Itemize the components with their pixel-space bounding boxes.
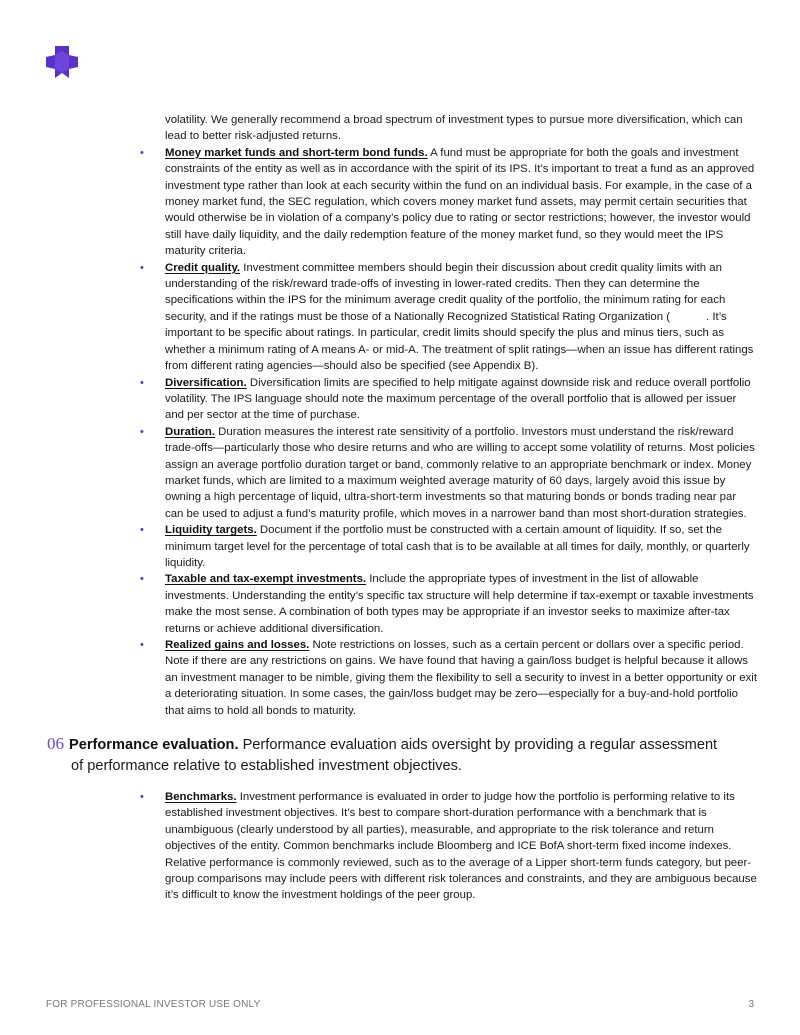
bullet-icon: • [140, 146, 144, 159]
section-intro: Performance evaluation aids oversight by providing a regular assessment [238, 737, 718, 754]
bullet-icon: • [140, 639, 144, 651]
bullet-icon: • [140, 524, 144, 537]
bullet-icon: • [140, 261, 144, 274]
continuation-paragraph: volatility. We generally recommend a broad spectrum of investment types to pursue more diversification, which can lead to better risk-adjusted returns. [165, 114, 743, 143]
section-intro-continued: of performance relative to established investment objectives. [71, 758, 462, 775]
bullet-text: A fund must be appropriate for both the goals and investment constraints of the entity as well as in accordance with the spirit of its IPS. It’s important to treat a fund as an approved investment type rather than look at each security within the fund on an individual basis. For example, in the case of a money market fund, the SEC regulation, which covers money market fund assets, may permit certain securities that would otherwise be in violation of a company’s policy due to rating or sector restrictions; however, the investor would still have daily liquidity, and the daily redemption feature of the money market fund, so they would meet the IPS maturity criteria. [165, 146, 755, 258]
bullet-icon: • [140, 573, 144, 586]
bullet-term: Credit quality. [165, 261, 241, 274]
bullet-text: Investment performance is evaluated in order to judge how the portfolio is performing relative to its established investment objectives. It’s best to compare short-duration performance with a benchmark that is unambiguous (clearly understood by all parties), measurable, and appropriate to the risk tolerance and return objectives of the entity. Common benchmarks include Bloomberg and ICE BofA short-term fixed income indexes. Relative performance is commonly reviewed, such as to the average of a Lipper short-term funds category, but peer-group comparisons may include peers with different risk tolerances and constraints, and they are ambiguous because it’s difficult to know the investment holdings of the peer group. [165, 791, 757, 902]
list-item [140, 424, 757, 522]
list-item [140, 145, 757, 260]
list-item [140, 789, 757, 904]
list-item [140, 637, 757, 719]
bullet-icon: • [140, 376, 144, 389]
bullet-text: Include the appropriate types of investment in the list of allowable investments. Understanding the entity’s specific tax structure will help determine if tax-exempt or taxable investments make the most sense. A combination of both types may be appropriate if an investor seeks to maximize after-tax returns or achieve additional diversification. [165, 573, 754, 635]
bullet-text: Investment committee members should begin their discussion about credit quality limits with an understanding of the risk/reward trade-offs of investing in lower-rated credits. Then they can determine the specifications within the IPS for the minimum average credit quality of the portfolio, the minimum rating for each security, and if the ratings must be those of a Nationally Recognized Statistical Rating Organization ( [165, 261, 726, 323]
bullet-list-performance [0, 789, 800, 904]
bullet-term: Money market funds and short-term bond funds. [165, 146, 428, 159]
bullet-list [0, 145, 800, 719]
bullet-text: Note restrictions on losses, such as a certain percent or dollars over a specific period. Note if there are any restrictions on gains. We have found that having a gain/loss budget is helpful because it allows an investment manager to be nimble, giving them the flexibility to sell a security to invest in a better opportunity or exit a deteriorating situation. In some cases, the gain/loss budget may be zero—especially for a buy-and-hold portfolio that aims to hold all bonds to maturity. [165, 639, 757, 717]
list-item [140, 260, 757, 375]
bullet-text: Diversification limits are specified to help mitigate against downside risk and reduce overall portfolio volatility. The IPS language should note the maximum percentage of the overall portfolio that is allowed per issuer and per sector at the time of purchase. [165, 376, 751, 422]
bullet-term: Liquidity targets. [165, 524, 257, 537]
bullet-term: Realized gains and losses. [165, 639, 310, 651]
bullet-term: Taxable and tax-exempt investments. [165, 573, 367, 586]
footer-disclaimer: FOR PROFESSIONAL INVESTOR USE ONLY [46, 999, 261, 1010]
bullet-text: Duration measures the interest rate sensitivity of a portfolio. Investors must understand the risk/reward trade-offs—particularly those who desire returns and who are willing to accept some volatility of returns. Most policies assign an average portfolio duration target or band, commonly relative to an appropriate benchmark or index. Money market funds, which are limited to a maximum weighted average maturity of 60 days, largely avoid this issue by owning a high percentage of liquid, ultra-short-term investments so that maturing bonds or bonds trading near par can be used to adjust a fund’s maturity profile, which moves in a narrower band than most short-duration strategies. [165, 425, 755, 520]
section-number: 06 [47, 734, 64, 754]
page-content [0, 112, 800, 904]
list-item [140, 571, 757, 637]
bullet-term: Diversification. [165, 376, 247, 389]
list-item [140, 375, 757, 424]
bullet-term: Duration. [165, 425, 215, 438]
bullet-text-continued: . It’s important to be specific about ratings. In particular, credit limits should specify the plus and minus tiers, such as whether a minimum rating of A means A- or mid-A. The treatment of split ratings—when an issue has different ratings from different rating agencies—should also be specified (see Appendix B). [165, 310, 754, 373]
bullet-icon: • [140, 425, 144, 438]
bullet-icon: • [140, 791, 144, 804]
section-title: Performance evaluation. [69, 737, 239, 754]
bullet-text: Document if the portfolio must be constructed with a certain amount of liquidity. If so, set the minimum target level for the percentage of total cash that is to be available at all times for daily, monthly, or quarterly liquidity. [165, 524, 750, 569]
list-item [140, 522, 757, 571]
bullet-term: Benchmarks. [165, 791, 237, 804]
section-heading [47, 733, 747, 777]
brand-logo-icon [46, 46, 78, 78]
page-number: 3 [748, 999, 754, 1010]
